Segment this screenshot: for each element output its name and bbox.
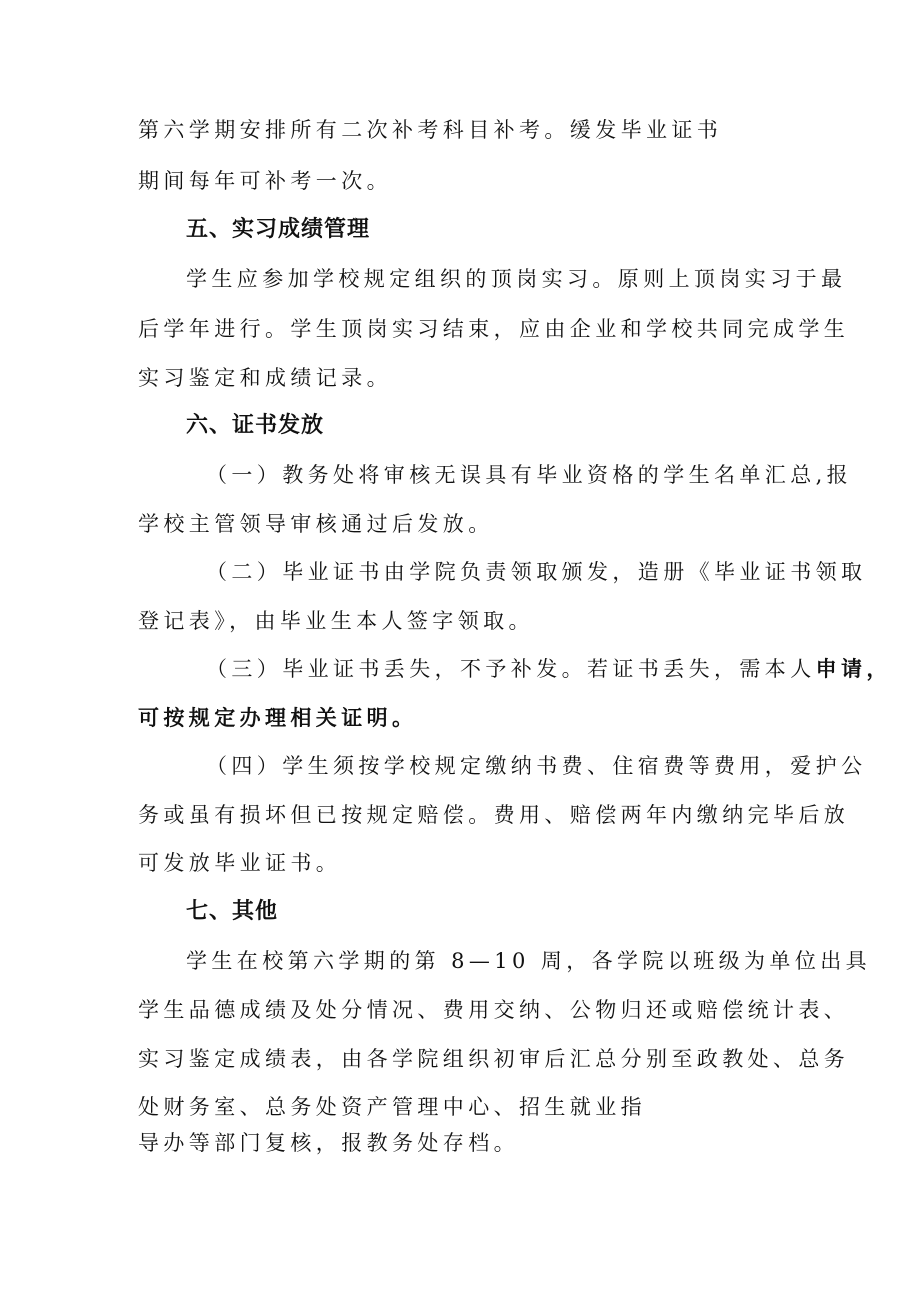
list-item-line: （四）学生须按学校规定缴纳书费、住宿费等费用，爱护公 bbox=[206, 754, 867, 778]
paragraph-line: 实习鉴定和成绩记录。 bbox=[138, 366, 392, 390]
list-item-line: 可按规定办理相关证明。 bbox=[138, 705, 418, 730]
section-heading-6: 六、证书发放 bbox=[186, 413, 325, 438]
section-heading-7: 七、其他 bbox=[186, 899, 279, 924]
list-item-line: 学校主管领导审核通过后发放。 bbox=[138, 512, 494, 536]
list-item-line: 务或虽有损坏但已按规定赔偿。费用、赔偿两年内缴纳完毕后放 bbox=[138, 803, 850, 827]
section-heading-5: 五、实习成绩管理 bbox=[186, 217, 371, 242]
text-line: 第六学期安排所有二次补考科目补考。缓发毕业证书 bbox=[138, 118, 723, 142]
list-item-line: 登记表》，由毕业生本人签字领取。 bbox=[138, 609, 534, 633]
paragraph-line: 导办等部门复核，报教务处存档。 bbox=[138, 1131, 519, 1155]
list-item-line: （二）毕业证书由学院负责领取颁发，造册《毕业证书领取 bbox=[206, 560, 867, 584]
paragraph-line: 实习鉴定成绩表，由各学院组织初审后汇总分别至政教处、总务 bbox=[138, 1047, 850, 1071]
paragraph-line: 学生应参加学校规定组织的顶岗实习。原则上顶岗实习于最 bbox=[186, 267, 847, 291]
list-item-line: （一）教务处将审核无误具有毕业资格的学生名单汇总,报 bbox=[206, 463, 853, 487]
list-item-bold-text: 申请， bbox=[815, 656, 892, 681]
list-item-text: （三）毕业证书丢失，不予补发。若证书丢失，需本人 bbox=[206, 657, 816, 681]
list-item-line bbox=[206, 656, 892, 682]
paragraph-line: 学生品德成绩及处分情况、费用交纳、公物归还或赔偿统计表、 bbox=[138, 998, 850, 1022]
paragraph-line: 后学年进行。学生顶岗实习结束，应由企业和学校共同完成学生 bbox=[138, 317, 850, 341]
paragraph-line: 处财务室、总务处资产管理中心、招生就业指 bbox=[138, 1095, 646, 1119]
paragraph-line: 学生在校第六学期的第 8—10 周，各学院以班级为单位出具 bbox=[186, 949, 872, 973]
text-line: 期间每年可补考一次。 bbox=[138, 169, 392, 193]
list-item-line: 可发放毕业证书。 bbox=[138, 851, 342, 875]
